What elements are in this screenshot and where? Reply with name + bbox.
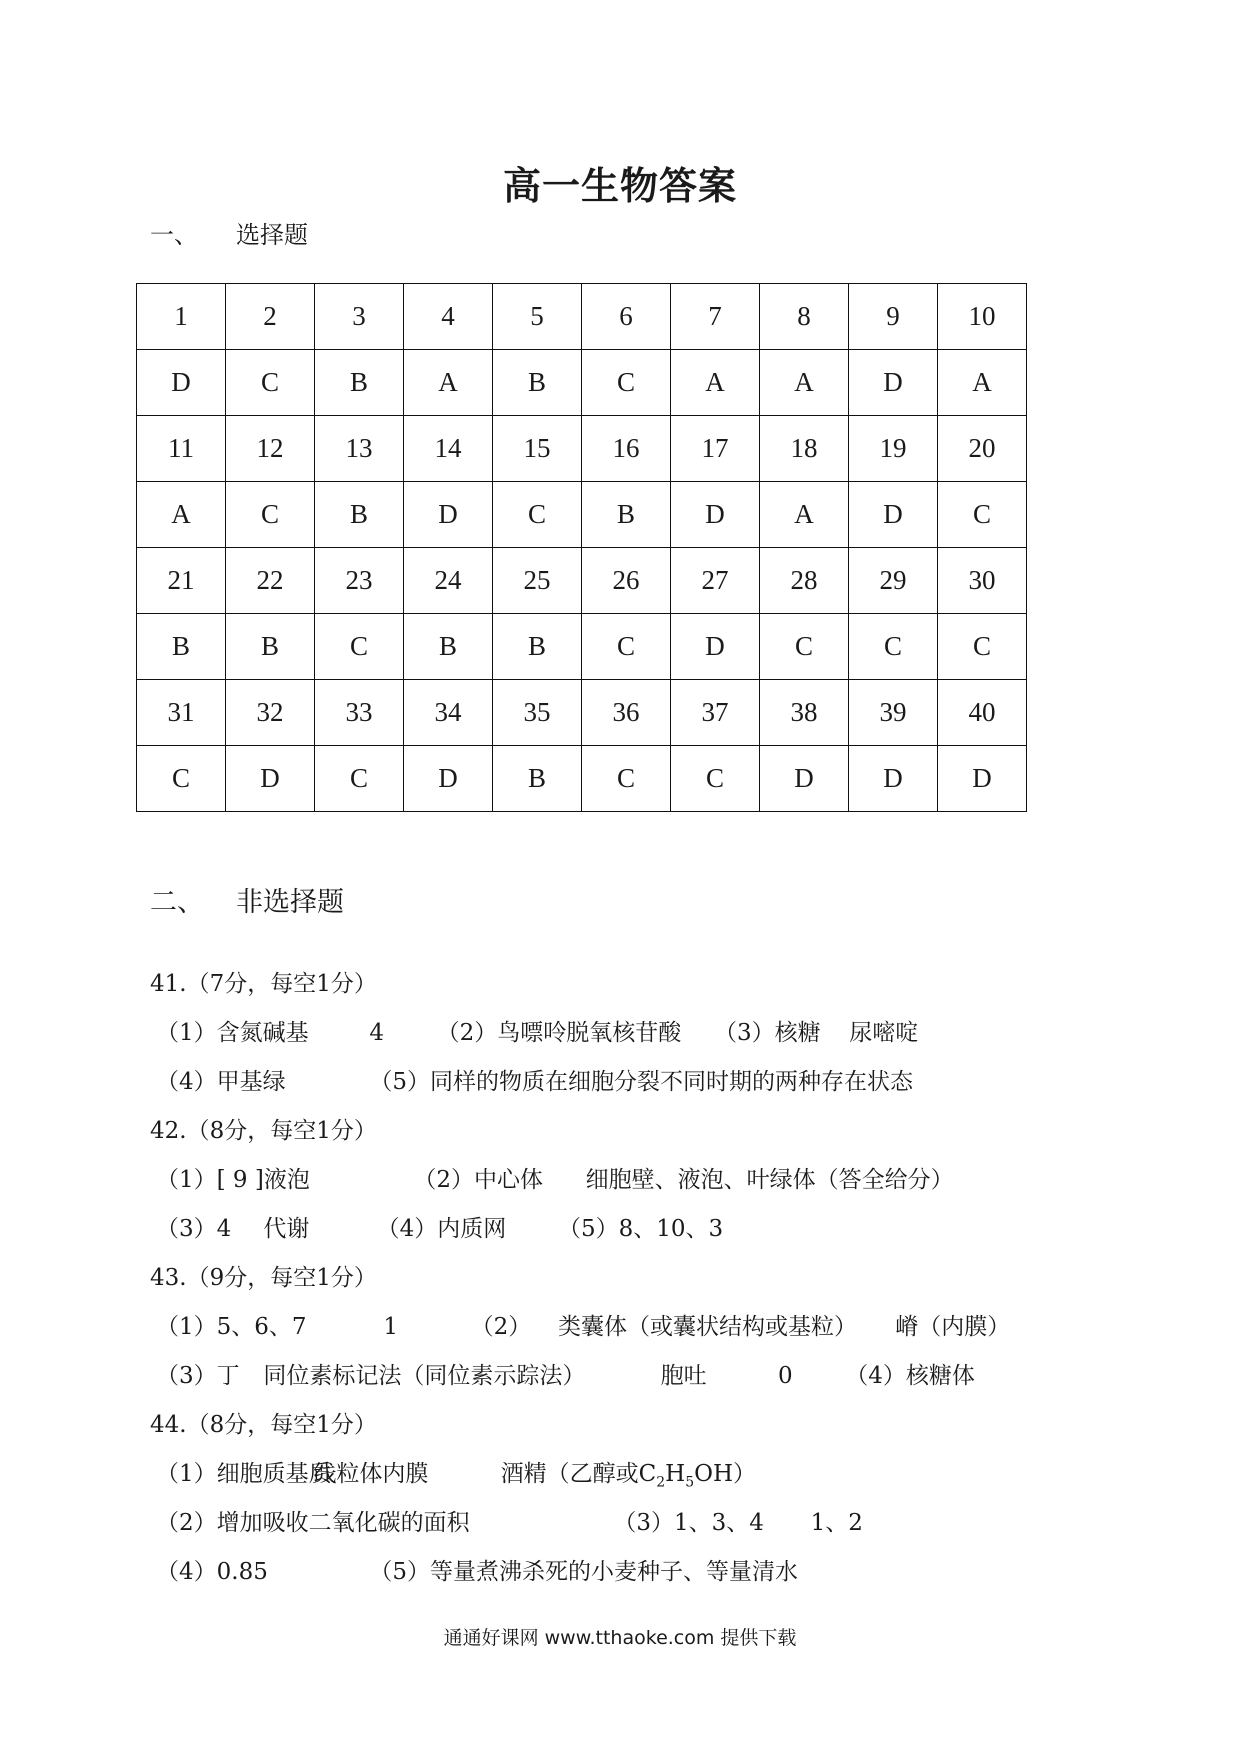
- answer-item: （2）: [470, 1314, 532, 1340]
- answer-line: [150, 1058, 1150, 1107]
- answer-cell: C: [849, 614, 938, 680]
- answer-cell: A: [137, 482, 226, 548]
- answer-line: [150, 1205, 1150, 1254]
- answer-item: （5）等量煮沸杀死的小麦种子、等量清水: [369, 1559, 798, 1585]
- section-heading-choice: [150, 215, 308, 250]
- answer-cell: B: [493, 746, 582, 812]
- answer-line: [150, 1156, 1150, 1205]
- answer-item: 嵴（内膜）: [895, 1314, 1011, 1340]
- question-number-cell: 20: [938, 416, 1027, 482]
- answer-cell: C: [493, 482, 582, 548]
- answer-cell: D: [404, 746, 493, 812]
- question-number-cell: 19: [849, 416, 938, 482]
- question-number-row: [137, 548, 1027, 614]
- answer-cell: A: [760, 482, 849, 548]
- question-number-cell: 3: [315, 284, 404, 350]
- question-number-cell: 9: [849, 284, 938, 350]
- question-number-cell: 8: [760, 284, 849, 350]
- answer-cell: C: [137, 746, 226, 812]
- page-title: 高一生物答案: [502, 164, 737, 208]
- question-number-cell: 23: [315, 548, 404, 614]
- question-number-cell: 5: [493, 284, 582, 350]
- question-number-cell: 33: [315, 680, 404, 746]
- answer-item: （1）含氮碱基: [156, 1020, 309, 1046]
- footer-source: 通通好课网 www.tthaoke.com 提供下载: [443, 1627, 797, 1649]
- answer-cell: C: [582, 350, 671, 416]
- question-header-44: 44.（8分，每空1分）: [150, 1412, 377, 1438]
- question-number-cell: 14: [404, 416, 493, 482]
- question-number-cell: 25: [493, 548, 582, 614]
- question-number-cell: 13: [315, 416, 404, 482]
- answer-row: [137, 746, 1027, 812]
- answer-item: 尿嘧啶: [849, 1020, 919, 1046]
- answer-item: （1）细胞质基质: [156, 1461, 332, 1487]
- answer-cell: D: [849, 746, 938, 812]
- answer-cell: D: [671, 614, 760, 680]
- question-number-cell: 16: [582, 416, 671, 482]
- answer-cell: D: [137, 350, 226, 416]
- answer-item: 胞吐: [660, 1363, 707, 1389]
- answer-cell: B: [315, 482, 404, 548]
- question-number-row: [137, 416, 1027, 482]
- answer-line: [150, 1352, 1150, 1401]
- question-number-cell: 2: [226, 284, 315, 350]
- answer-cell: C: [760, 614, 849, 680]
- question-number-cell: 4: [404, 284, 493, 350]
- section-heading-nonchoice: [150, 880, 344, 919]
- answer-item: 代谢: [263, 1216, 310, 1242]
- answer-cell: C: [582, 614, 671, 680]
- question-number-cell: 30: [938, 548, 1027, 614]
- answer-cell: C: [582, 746, 671, 812]
- answer-cell: B: [315, 350, 404, 416]
- answer-item-formula: 酒精（乙醇或$C_2H_5OH$）: [500, 1461, 757, 1491]
- question-number-cell: 15: [493, 416, 582, 482]
- answer-item: 细胞壁、液泡、叶绿体（答全给分）: [585, 1167, 954, 1193]
- answer-line: [150, 1303, 1150, 1352]
- question-number-cell: 22: [226, 548, 315, 614]
- answer-item: （2）增加吸收二氧化碳的面积: [156, 1510, 470, 1536]
- answer-item: 同位素标记法（同位素示踪法）: [263, 1363, 586, 1389]
- question-number-cell: 35: [493, 680, 582, 746]
- question-header-43: 43.（9分，每空1分）: [150, 1265, 377, 1291]
- question-number-cell: 38: [760, 680, 849, 746]
- answer-cell: C: [315, 614, 404, 680]
- answer-line: [150, 1009, 1150, 1058]
- answer-item: （4）甲基绿: [156, 1069, 286, 1095]
- answer-item: 线粒体内膜: [313, 1461, 429, 1487]
- answer-line: [150, 1548, 1150, 1597]
- answer-cell: A: [938, 350, 1027, 416]
- answer-cell: A: [671, 350, 760, 416]
- answer-cell: B: [493, 614, 582, 680]
- answer-cell: C: [226, 482, 315, 548]
- question-number-cell: 26: [582, 548, 671, 614]
- answer-item: （4）内质网: [376, 1216, 507, 1242]
- question-number-cell: 31: [137, 680, 226, 746]
- answer-cell: C: [938, 614, 1027, 680]
- answer-row: [137, 614, 1027, 680]
- answer-item: （4）0.85: [156, 1559, 268, 1585]
- section-number: 二、: [150, 887, 204, 918]
- answer-row: [137, 350, 1027, 416]
- answer-cell: D: [671, 482, 760, 548]
- answer-cell: B: [404, 614, 493, 680]
- answer-item: （3）4: [156, 1216, 232, 1242]
- answer-item: （5）同样的物质在细胞分裂不同时期的两种存在状态: [369, 1069, 913, 1095]
- answer-cell: D: [849, 482, 938, 548]
- answer-item: （5）8、10、3: [557, 1216, 724, 1242]
- question-number-cell: 11: [137, 416, 226, 482]
- answer-item: （3）1、3、4: [613, 1510, 764, 1536]
- answer-cell: D: [760, 746, 849, 812]
- answer-cell: D: [938, 746, 1027, 812]
- question-number-cell: 17: [671, 416, 760, 482]
- question-number-cell: 29: [849, 548, 938, 614]
- answer-item: （4）核糖体: [845, 1363, 975, 1389]
- question-number-cell: 34: [404, 680, 493, 746]
- question-number-cell: 1: [137, 284, 226, 350]
- question-number-cell: 39: [849, 680, 938, 746]
- question-number-cell: 21: [137, 548, 226, 614]
- question-number-cell: 40: [938, 680, 1027, 746]
- section-number: 一、: [150, 221, 198, 249]
- answer-table: [136, 283, 1027, 812]
- question-number-cell: 7: [671, 284, 760, 350]
- answer-cell: D: [226, 746, 315, 812]
- answer-cell: C: [938, 482, 1027, 548]
- question-number-cell: 10: [938, 284, 1027, 350]
- question-number-cell: 6: [582, 284, 671, 350]
- answer-cell: B: [582, 482, 671, 548]
- question-header-41: 41.（7分，每空1分）: [150, 971, 377, 997]
- question-number-cell: 36: [582, 680, 671, 746]
- answer-item: 4: [369, 1020, 384, 1046]
- question-number-cell: 12: [226, 416, 315, 482]
- answer-item: （2）鸟嘌呤脱氧核苷酸: [436, 1020, 682, 1046]
- section-label: 非选择题: [236, 887, 344, 918]
- answer-line: [150, 1499, 1150, 1548]
- question-number-row: [137, 680, 1027, 746]
- answer-item: 1、2: [810, 1510, 863, 1536]
- question-number-cell: 18: [760, 416, 849, 482]
- question-number-row: [137, 284, 1027, 350]
- answer-cell: C: [315, 746, 404, 812]
- question-number-cell: 24: [404, 548, 493, 614]
- answer-cell: D: [849, 350, 938, 416]
- answer-cell: C: [671, 746, 760, 812]
- answer-item: （3）丁: [156, 1363, 240, 1389]
- answer-line: [150, 1450, 1150, 1499]
- question-header-42: 42.（8分，每空1分）: [150, 1118, 377, 1144]
- question-number-cell: 28: [760, 548, 849, 614]
- question-number-cell: 32: [226, 680, 315, 746]
- answer-cell: C: [226, 350, 315, 416]
- answer-cell: B: [226, 614, 315, 680]
- answer-item: 1: [383, 1314, 398, 1340]
- answer-cell: A: [760, 350, 849, 416]
- answer-item: 类囊体（或囊状结构或基粒）: [557, 1314, 857, 1340]
- answer-item: （3）核糖: [713, 1020, 821, 1046]
- answer-row: [137, 482, 1027, 548]
- answer-item: （2）中心体: [413, 1167, 543, 1193]
- answer-item: （1）5、6、7: [156, 1314, 307, 1340]
- answer-cell: D: [404, 482, 493, 548]
- question-number-cell: 37: [671, 680, 760, 746]
- question-number-cell: 27: [671, 548, 760, 614]
- answer-item: （1）[ 9 ]液泡: [156, 1167, 310, 1193]
- answer-cell: B: [137, 614, 226, 680]
- section-label: 选择题: [236, 221, 308, 249]
- answer-cell: A: [404, 350, 493, 416]
- answer-item: 0: [777, 1363, 793, 1389]
- answer-lines: [150, 960, 1150, 1597]
- answer-cell: B: [493, 350, 582, 416]
